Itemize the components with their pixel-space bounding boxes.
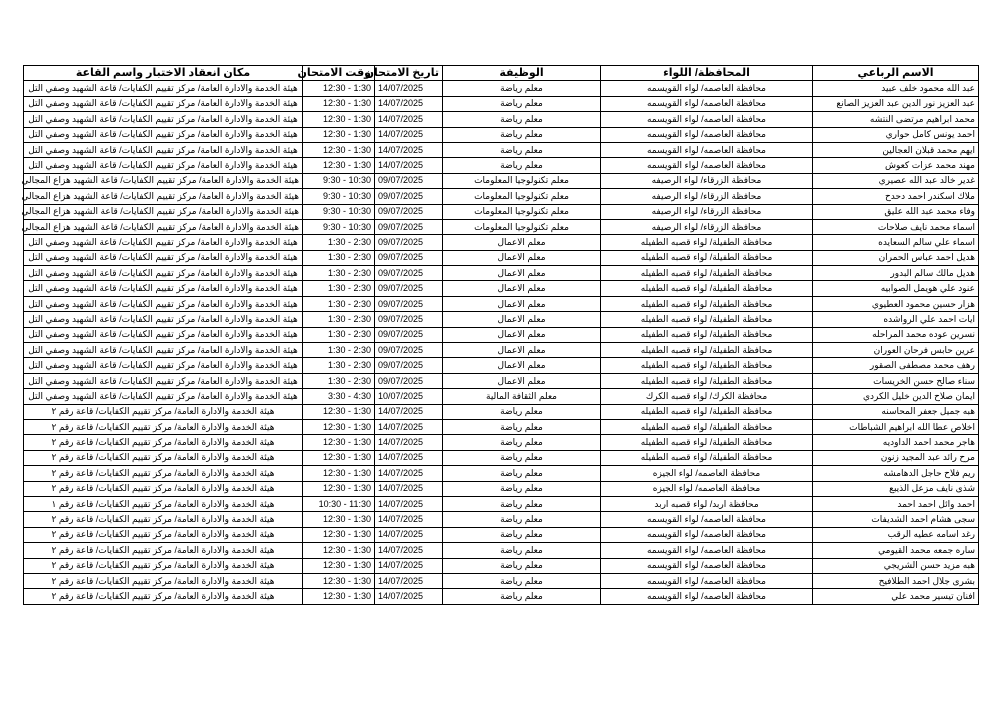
cell-governorate: محافظة العاصمه/ لواء القويسمه xyxy=(601,96,813,111)
cell-governorate: محافظة العاصمه/ لواء القويسمه xyxy=(601,573,813,588)
cell-name: ايمان صلاح الدين خليل الكردي xyxy=(813,389,979,404)
cell-place: هيئة الخدمة والادارة العامة/ مركز تقييم الكفايات/ قاعة رقم ٢ xyxy=(24,450,303,465)
cell-place: هيئة الخدمة والادارة العامة/ مركز تقييم الكفايات/ قاعة الشهيد وصفي التل xyxy=(24,358,303,373)
cell-governorate: محافظة الطفيلة/ لواء قصبه الطفيله xyxy=(601,450,813,465)
table-row xyxy=(24,435,979,450)
cell-time: 12:30 - 1:30 xyxy=(303,481,375,496)
cell-governorate: محافظة الزرقاء/ لواء الرصيفه xyxy=(601,189,813,204)
cell-name: ساره جمعه محمد القيومي xyxy=(813,543,979,558)
cell-job: معلم رياضة xyxy=(443,112,601,127)
cell-governorate: محافظة الطفيلة/ لواء قصبه الطفيله xyxy=(601,250,813,265)
cell-job: معلم رياضة xyxy=(443,96,601,111)
cell-place: هيئة الخدمة والادارة العامة/ مركز تقييم الكفايات/ قاعة الشهيد وصفي التل xyxy=(24,266,303,281)
cell-job: معلم رياضة xyxy=(443,496,601,511)
exam-schedule-table xyxy=(23,65,979,605)
cell-job: معلم رياضة xyxy=(443,81,601,96)
cell-governorate: محافظة الطفيلة/ لواء قصبه الطفيله xyxy=(601,296,813,311)
cell-time: 12:30 - 1:30 xyxy=(303,158,375,173)
cell-name: افنان تيسير محمد علي xyxy=(813,589,979,604)
cell-time: 12:30 - 1:30 xyxy=(303,558,375,573)
cell-name: رهف محمد مصطفى الصقور xyxy=(813,358,979,373)
cell-date: 14/07/2025 xyxy=(375,404,443,419)
table-row xyxy=(24,296,979,311)
cell-place: هيئة الخدمة والادارة العامة/ مركز تقييم الكفايات/ قاعة رقم ٢ xyxy=(24,589,303,604)
cell-date: 14/07/2025 xyxy=(375,112,443,127)
cell-name: شذى نايف مزعل الذيبع xyxy=(813,481,979,496)
cell-place: هيئة الخدمة والادارة العامة/ مركز تقييم الكفايات/ قاعة رقم ١ xyxy=(24,496,303,511)
table-row xyxy=(24,250,979,265)
cell-date: 14/07/2025 xyxy=(375,435,443,450)
cell-governorate: محافظة الطفيلة/ لواء قصبه الطفيله xyxy=(601,404,813,419)
cell-governorate: محافظة العاصمه/ لواء القويسمه xyxy=(601,81,813,96)
cell-date: 14/07/2025 xyxy=(375,573,443,588)
cell-governorate: محافظة الطفيلة/ لواء قصبه الطفيله xyxy=(601,343,813,358)
cell-place: هيئة الخدمة والادارة العامة/ مركز تقييم الكفايات/ قاعة الشهيد وصفي التل xyxy=(24,296,303,311)
cell-job: معلم رياضة xyxy=(443,127,601,142)
cell-time: 1:30 - 2:30 xyxy=(303,266,375,281)
cell-name: عبد الله محمود خلف عبيد xyxy=(813,81,979,96)
cell-time: 12:30 - 1:30 xyxy=(303,81,375,96)
cell-place: هيئة الخدمة والادارة العامة/ مركز تقييم الكفايات/ قاعة الشهيد هزاع المجالي xyxy=(24,189,303,204)
cell-name: ايهم محمد قبلان العجالين xyxy=(813,142,979,157)
table-row xyxy=(24,312,979,327)
table-row xyxy=(24,573,979,588)
cell-name: هبه مزيد حسن الشريجي xyxy=(813,558,979,573)
cell-name: احمد وائل احمد احمد xyxy=(813,496,979,511)
cell-time: 12:30 - 1:30 xyxy=(303,512,375,527)
cell-time: 1:30 - 2:30 xyxy=(303,343,375,358)
cell-date: 10/07/2025 xyxy=(375,389,443,404)
header-job: الوظيفة xyxy=(443,66,601,81)
cell-job: معلم رياضة xyxy=(443,450,601,465)
cell-date: 14/07/2025 xyxy=(375,496,443,511)
cell-place: هيئة الخدمة والادارة العامة/ مركز تقييم الكفايات/ قاعة رقم ٢ xyxy=(24,404,303,419)
cell-job: معلم رياضة xyxy=(443,512,601,527)
cell-governorate: محافظة الطفيلة/ لواء قصبه الطفيله xyxy=(601,266,813,281)
cell-job: معلم الاعمال xyxy=(443,312,601,327)
cell-job: معلم رياضة xyxy=(443,589,601,604)
cell-governorate: محافظة العاصمه/ لواء القويسمه xyxy=(601,589,813,604)
cell-time: 12:30 - 1:30 xyxy=(303,543,375,558)
cell-job: معلم رياضة xyxy=(443,419,601,434)
cell-time: 12:30 - 1:30 xyxy=(303,466,375,481)
header-name: الاسم الرباعي xyxy=(813,66,979,81)
header-row xyxy=(24,66,979,81)
table-row xyxy=(24,235,979,250)
cell-date: 09/07/2025 xyxy=(375,266,443,281)
cell-name: اسماء علي سالم السعايده xyxy=(813,235,979,250)
table-row xyxy=(24,219,979,234)
table-row xyxy=(24,543,979,558)
cell-place: هيئة الخدمة والادارة العامة/ مركز تقييم الكفايات/ قاعة رقم ٢ xyxy=(24,435,303,450)
table-row xyxy=(24,127,979,142)
cell-job: معلم الاعمال xyxy=(443,281,601,296)
cell-place: هيئة الخدمة والادارة العامة/ مركز تقييم الكفايات/ قاعة الشهيد وصفي التل xyxy=(24,96,303,111)
cell-place: هيئة الخدمة والادارة العامة/ مركز تقييم الكفايات/ قاعة الشهيد وصفي التل xyxy=(24,158,303,173)
table-row xyxy=(24,404,979,419)
cell-time: 12:30 - 1:30 xyxy=(303,142,375,157)
cell-date: 14/07/2025 xyxy=(375,527,443,542)
cell-time: 9:30 - 10:30 xyxy=(303,189,375,204)
cell-name: عرين حابس فرحان العوران xyxy=(813,343,979,358)
table-row xyxy=(24,204,979,219)
cell-place: هيئة الخدمة والادارة العامة/ مركز تقييم الكفايات/ قاعة الشهيد وصفي التل xyxy=(24,327,303,342)
cell-place: هيئة الخدمة والادارة العامة/ مركز تقييم الكفايات/ قاعة رقم ٢ xyxy=(24,558,303,573)
cell-date: 09/07/2025 xyxy=(375,281,443,296)
cell-governorate: محافظة الطفيلة/ لواء قصبه الطفيله xyxy=(601,327,813,342)
table-row xyxy=(24,589,979,604)
cell-job: معلم تكنولوجيا المعلومات xyxy=(443,204,601,219)
cell-name: ايات احمد علي الرواشده xyxy=(813,312,979,327)
cell-time: 1:30 - 2:30 xyxy=(303,358,375,373)
cell-governorate: محافظة الزرقاء/ لواء الرصيفه xyxy=(601,204,813,219)
cell-time: 1:30 - 2:30 xyxy=(303,235,375,250)
cell-name: اخلاص عطا الله ابراهيم الشباطات xyxy=(813,419,979,434)
cell-place: هيئة الخدمة والادارة العامة/ مركز تقييم الكفايات/ قاعة الشهيد هزاع المجالي xyxy=(24,219,303,234)
cell-time: 12:30 - 1:30 xyxy=(303,419,375,434)
cell-governorate: محافظة العاصمه/ لواء القويسمه xyxy=(601,112,813,127)
cell-governorate: محافظة العاصمه/ لواء القويسمه xyxy=(601,158,813,173)
cell-name: مرح رائد عبد المجيد زنون xyxy=(813,450,979,465)
cell-job: معلم الاعمال xyxy=(443,343,601,358)
table-row xyxy=(24,481,979,496)
cell-name: رغد اسامه عطيه الرقب xyxy=(813,527,979,542)
header-governorate: المحافظة/ اللواء xyxy=(601,66,813,81)
table-row xyxy=(24,343,979,358)
cell-place: هيئة الخدمة والادارة العامة/ مركز تقييم الكفايات/ قاعة رقم ٢ xyxy=(24,466,303,481)
cell-job: معلم رياضة xyxy=(443,558,601,573)
cell-time: 12:30 - 1:30 xyxy=(303,404,375,419)
table-row xyxy=(24,142,979,157)
cell-place: هيئة الخدمة والادارة العامة/ مركز تقييم الكفايات/ قاعة رقم ٢ xyxy=(24,573,303,588)
cell-date: 09/07/2025 xyxy=(375,235,443,250)
cell-time: 12:30 - 1:30 xyxy=(303,527,375,542)
cell-time: 1:30 - 2:30 xyxy=(303,296,375,311)
cell-job: معلم تكنولوجيا المعلومات xyxy=(443,189,601,204)
cell-job: معلم رياضة xyxy=(443,404,601,419)
cell-place: هيئة الخدمة والادارة العامة/ مركز تقييم الكفايات/ قاعة الشهيد وصفي التل xyxy=(24,142,303,157)
cell-governorate: محافظة العاصمه/ لواء القويسمه xyxy=(601,558,813,573)
cell-governorate: محافظة الطفيلة/ لواء قصبه الطفيله xyxy=(601,281,813,296)
cell-place: هيئة الخدمة والادارة العامة/ مركز تقييم الكفايات/ قاعة الشهيد هزاع المجالي xyxy=(24,173,303,188)
cell-job: معلم رياضة xyxy=(443,543,601,558)
table-row xyxy=(24,281,979,296)
cell-place: هيئة الخدمة والادارة العامة/ مركز تقييم الكفايات/ قاعة الشهيد وصفي التل xyxy=(24,127,303,142)
header-place: مكان انعقاد الاختبار واسم القاعة xyxy=(24,66,303,81)
table-row xyxy=(24,358,979,373)
cell-date: 09/07/2025 xyxy=(375,296,443,311)
cell-date: 09/07/2025 xyxy=(375,312,443,327)
cell-name: سناء صالح حسن الخريسات xyxy=(813,373,979,388)
cell-date: 14/07/2025 xyxy=(375,589,443,604)
cell-job: معلم الاعمال xyxy=(443,235,601,250)
cell-place: هيئة الخدمة والادارة العامة/ مركز تقييم الكفايات/ قاعة الشهيد وصفي التل xyxy=(24,389,303,404)
cell-date: 14/07/2025 xyxy=(375,450,443,465)
cell-place: هيئة الخدمة والادارة العامة/ مركز تقييم الكفايات/ قاعة الشهيد هزاع المجالي xyxy=(24,204,303,219)
cell-job: معلم تكنولوجيا المعلومات xyxy=(443,173,601,188)
cell-date: 14/07/2025 xyxy=(375,127,443,142)
cell-place: هيئة الخدمة والادارة العامة/ مركز تقييم الكفايات/ قاعة رقم ٢ xyxy=(24,481,303,496)
table-row xyxy=(24,419,979,434)
cell-job: معلم رياضة xyxy=(443,481,601,496)
cell-job: معلم الثقافة المالية xyxy=(443,389,601,404)
cell-job: معلم رياضة xyxy=(443,466,601,481)
cell-governorate: محافظة الزرقاء/ لواء الرصيفه xyxy=(601,219,813,234)
cell-name: هديل مالك سالم البدور xyxy=(813,266,979,281)
cell-name: سجى هشام احمد الشديفات xyxy=(813,512,979,527)
cell-job: معلم الاعمال xyxy=(443,358,601,373)
table-row xyxy=(24,189,979,204)
cell-name: عبد العزيز نور الدين عبد العزيز الصانع xyxy=(813,96,979,111)
cell-governorate: محافظة الكرك/ لواء قصبه الكرك xyxy=(601,389,813,404)
cell-job: معلم رياضة xyxy=(443,573,601,588)
cell-job: معلم الاعمال xyxy=(443,373,601,388)
cell-date: 09/07/2025 xyxy=(375,343,443,358)
cell-date: 09/07/2025 xyxy=(375,219,443,234)
cell-date: 14/07/2025 xyxy=(375,96,443,111)
cell-governorate: محافظة الطفيلة/ لواء قصبه الطفيله xyxy=(601,373,813,388)
cell-name: نسرين عوده محمد المراحله xyxy=(813,327,979,342)
cell-date: 14/07/2025 xyxy=(375,543,443,558)
cell-time: 1:30 - 2:30 xyxy=(303,327,375,342)
cell-date: 14/07/2025 xyxy=(375,558,443,573)
cell-place: هيئة الخدمة والادارة العامة/ مركز تقييم الكفايات/ قاعة رقم ٢ xyxy=(24,527,303,542)
table-row xyxy=(24,266,979,281)
cell-name: عنود علي هويمل الصوابيه xyxy=(813,281,979,296)
cell-time: 9:30 - 10:30 xyxy=(303,173,375,188)
cell-job: معلم الاعمال xyxy=(443,266,601,281)
cell-place: هيئة الخدمة والادارة العامة/ مركز تقييم الكفايات/ قاعة الشهيد وصفي التل xyxy=(24,250,303,265)
cell-governorate: محافظة الطفيلة/ لواء قصبه الطفيله xyxy=(601,235,813,250)
header-date: تاريخ الامتحان xyxy=(375,66,443,81)
table-row xyxy=(24,327,979,342)
table-row xyxy=(24,96,979,111)
cell-place: هيئة الخدمة والادارة العامة/ مركز تقييم الكفايات/ قاعة الشهيد وصفي التل xyxy=(24,235,303,250)
cell-time: 12:30 - 1:30 xyxy=(303,450,375,465)
cell-name: مهند محمد عزات كعوش xyxy=(813,158,979,173)
cell-date: 09/07/2025 xyxy=(375,204,443,219)
cell-governorate: محافظة العاصمه/ لواء القويسمه xyxy=(601,527,813,542)
cell-governorate: محافظة الطفيلة/ لواء قصبه الطفيله xyxy=(601,358,813,373)
cell-time: 9:30 - 10:30 xyxy=(303,219,375,234)
cell-date: 14/07/2025 xyxy=(375,419,443,434)
cell-name: هبه جميل جعفر المحاسنه xyxy=(813,404,979,419)
cell-date: 09/07/2025 xyxy=(375,327,443,342)
cell-time: 1:30 - 2:30 xyxy=(303,281,375,296)
cell-job: معلم تكنولوجيا المعلومات xyxy=(443,219,601,234)
table-body xyxy=(21,81,979,604)
cell-governorate: محافظة اربد/ لواء قصبه اربد xyxy=(601,496,813,511)
cell-governorate: محافظة العاصمه/ لواء القويسمه xyxy=(601,142,813,157)
cell-time: 12:30 - 1:30 xyxy=(303,573,375,588)
cell-date: 09/07/2025 xyxy=(375,189,443,204)
cell-job: معلم رياضة xyxy=(443,435,601,450)
cell-time: 12:30 - 1:30 xyxy=(303,96,375,111)
cell-date: 14/07/2025 xyxy=(375,512,443,527)
cell-date: 09/07/2025 xyxy=(375,250,443,265)
header-time: وقت الامتحان xyxy=(303,66,375,81)
cell-name: محمد ابراهيم مرتضى النتشه xyxy=(813,112,979,127)
cell-governorate: محافظة العاصمه/ لواء القويسمه xyxy=(601,127,813,142)
cell-time: 12:30 - 1:30 xyxy=(303,435,375,450)
cell-governorate: محافظة العاصمه/ لواء القويسمه xyxy=(601,543,813,558)
cell-date: 14/07/2025 xyxy=(375,142,443,157)
cell-governorate: محافظة العاصمه/ لواء الجيزه xyxy=(601,481,813,496)
cell-date: 09/07/2025 xyxy=(375,173,443,188)
cell-name: ملاك اسكندر احمد دحدح xyxy=(813,189,979,204)
table-row xyxy=(24,373,979,388)
cell-place: هيئة الخدمة والادارة العامة/ مركز تقييم الكفايات/ قاعة رقم ٢ xyxy=(24,419,303,434)
cell-date: 14/07/2025 xyxy=(375,158,443,173)
table-row xyxy=(24,389,979,404)
cell-date: 09/07/2025 xyxy=(375,358,443,373)
cell-name: احمد يونس كامل حواري xyxy=(813,127,979,142)
cell-name: هديل احمد عباس الحمران xyxy=(813,250,979,265)
cell-name: ريم فلاح حاجل الدهامشه xyxy=(813,466,979,481)
cell-governorate: محافظة الطفيلة/ لواء قصبه الطفيله xyxy=(601,419,813,434)
cell-time: 12:30 - 1:30 xyxy=(303,112,375,127)
table-row xyxy=(24,450,979,465)
cell-time: 9:30 - 10:30 xyxy=(303,204,375,219)
cell-governorate: محافظة العاصمه/ لواء القويسمه xyxy=(601,512,813,527)
cell-place: هيئة الخدمة والادارة العامة/ مركز تقييم الكفايات/ قاعة رقم ٢ xyxy=(24,543,303,558)
cell-governorate: محافظة الطفيلة/ لواء قصبه الطفيله xyxy=(601,435,813,450)
table-row xyxy=(24,496,979,511)
cell-governorate: محافظة العاصمه/ لواء الجيزه xyxy=(601,466,813,481)
cell-governorate: محافظة الطفيلة/ لواء قصبه الطفيله xyxy=(601,312,813,327)
cell-name: بشرى جلال احمد الطلافيح xyxy=(813,573,979,588)
cell-job: معلم رياضة xyxy=(443,158,601,173)
cell-date: 14/07/2025 xyxy=(375,481,443,496)
cell-date: 09/07/2025 xyxy=(375,373,443,388)
cell-name: هزار حسين محمود العطيوي xyxy=(813,296,979,311)
cell-place: هيئة الخدمة والادارة العامة/ مركز تقييم الكفايات/ قاعة الشهيد وصفي التل xyxy=(24,373,303,388)
cell-job: معلم الاعمال xyxy=(443,250,601,265)
cell-job: معلم الاعمال xyxy=(443,327,601,342)
cell-time: 1:30 - 2:30 xyxy=(303,250,375,265)
cell-time: 12:30 - 1:30 xyxy=(303,589,375,604)
cell-place: هيئة الخدمة والادارة العامة/ مركز تقييم الكفايات/ قاعة الشهيد وصفي التل xyxy=(24,312,303,327)
cell-place: هيئة الخدمة والادارة العامة/ مركز تقييم الكفايات/ قاعة الشهيد وصفي التل xyxy=(24,112,303,127)
cell-name: اسماء محمد نايف صلاحات xyxy=(813,219,979,234)
cell-place: هيئة الخدمة والادارة العامة/ مركز تقييم الكفايات/ قاعة الشهيد وصفي التل xyxy=(24,343,303,358)
table-row xyxy=(24,558,979,573)
cell-date: 14/07/2025 xyxy=(375,466,443,481)
cell-time: 12:30 - 1:30 xyxy=(303,127,375,142)
cell-name: وفاء محمد عبد الله عليق xyxy=(813,204,979,219)
cell-place: هيئة الخدمة والادارة العامة/ مركز تقييم الكفايات/ قاعة رقم ٢ xyxy=(24,512,303,527)
cell-date: 14/07/2025 xyxy=(375,81,443,96)
cell-name: غدير خالد عبد الله عصيري xyxy=(813,173,979,188)
cell-name: هاجر محمد احمد الداوديه xyxy=(813,435,979,450)
cell-time: 1:30 - 2:30 xyxy=(303,373,375,388)
table-row xyxy=(24,512,979,527)
table-row xyxy=(24,173,979,188)
cell-governorate: محافظة الزرقاء/ لواء الرصيفه xyxy=(601,173,813,188)
cell-time: 1:30 - 2:30 xyxy=(303,312,375,327)
cell-job: معلم رياضة xyxy=(443,527,601,542)
table-row xyxy=(24,112,979,127)
table-row xyxy=(24,527,979,542)
cell-job: معلم الاعمال xyxy=(443,296,601,311)
cell-place: هيئة الخدمة والادارة العامة/ مركز تقييم الكفايات/ قاعة الشهيد وصفي التل xyxy=(24,281,303,296)
cell-job: معلم رياضة xyxy=(443,142,601,157)
table-row xyxy=(24,466,979,481)
table-row xyxy=(24,81,979,96)
cell-place: هيئة الخدمة والادارة العامة/ مركز تقييم الكفايات/ قاعة الشهيد وصفي التل xyxy=(24,81,303,96)
cell-time: 10:30 - 11:30 xyxy=(303,496,375,511)
cell-time: 3:30 - 4:30 xyxy=(303,389,375,404)
table-row xyxy=(24,158,979,173)
